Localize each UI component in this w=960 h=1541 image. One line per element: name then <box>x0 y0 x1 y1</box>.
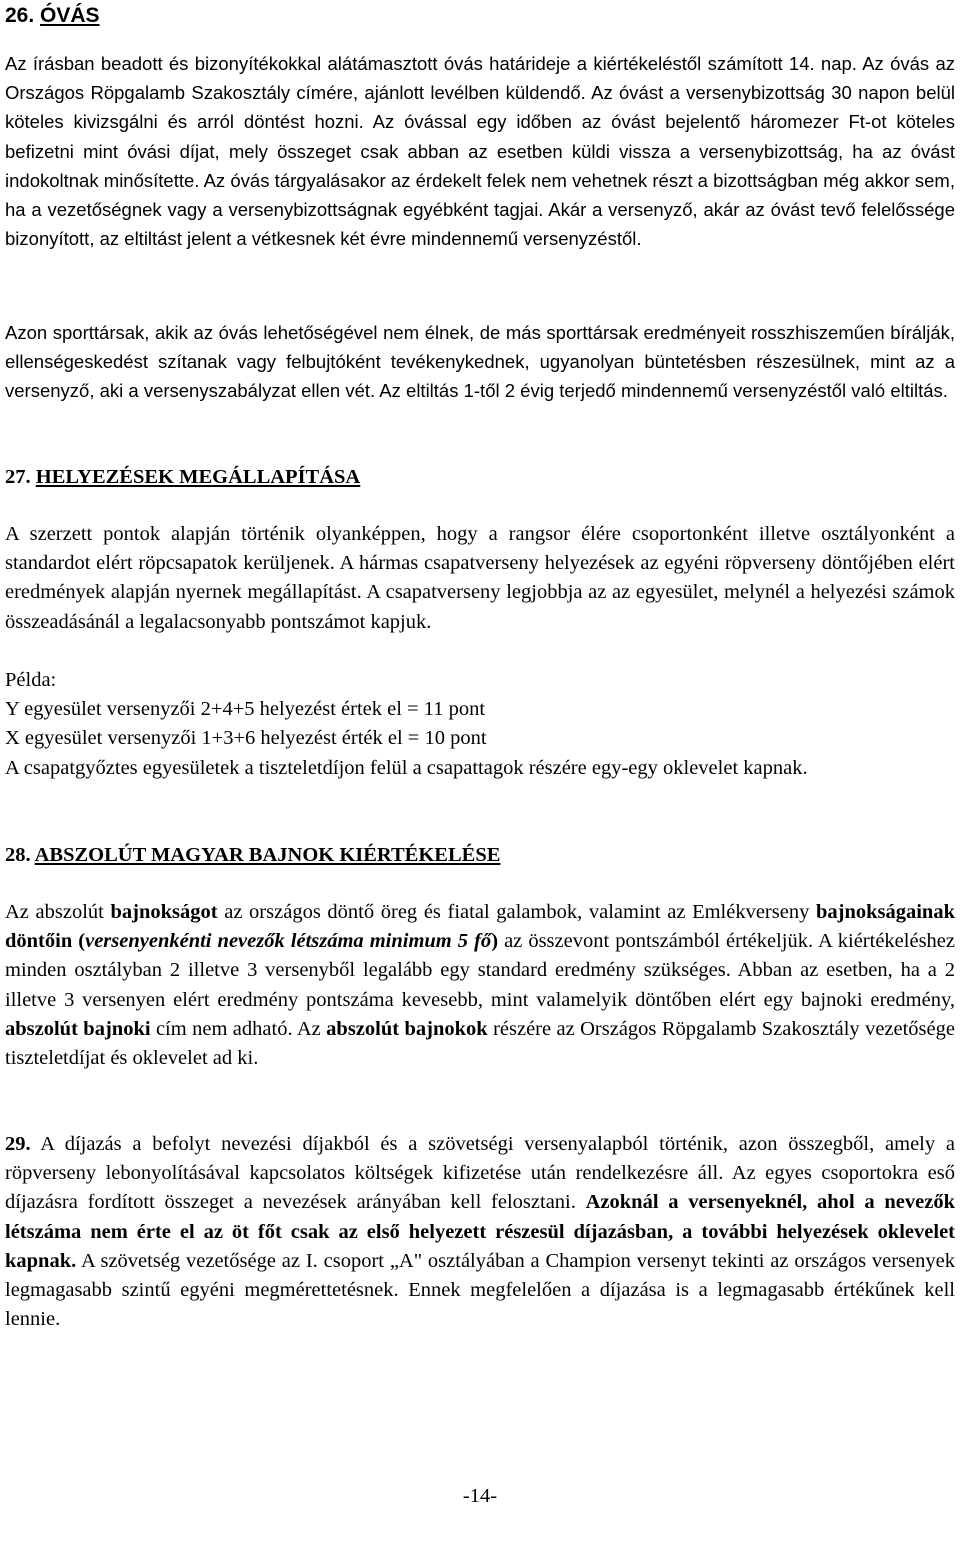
section-27-title: HELYEZÉSEK MEGÁLLAPÍTÁSA <box>35 466 361 488</box>
s28-text-4: cím nem adható. Az <box>150 1017 327 1040</box>
section-26-title: ÓVÁS <box>40 4 100 27</box>
example-label: Példa: <box>5 669 57 691</box>
s28-bold-5: abszolút bajnokok <box>326 1017 488 1040</box>
s28-bold-3: ) <box>491 930 499 953</box>
example-x-line: X egyesület versenyzői 1+3+6 helyezést érték el = 10 pont <box>5 727 487 750</box>
page-number: -14- <box>462 1485 498 1507</box>
section-29-paragraph <box>5 1130 955 1334</box>
s28-text-2: az országos döntő öreg és fiatal galambok, valamint az Emlékverseny <box>217 901 816 923</box>
section-27-paragraph-2: A csapatgyőztes egyesületek a tiszteletdíjon felül a csapattagok részére egy-egy oklevelet kapnak. <box>5 757 808 779</box>
section-28-paragraph <box>5 898 955 1073</box>
s29-bold-1: Azoknál a versenyeknél, ahol a nevezők létszáma nem érte el az öt főt csak az első helyezett részesül díjazásban, a további helyezések oklevelet kapnak. <box>5 1191 955 1272</box>
section-27-number: 27. <box>5 466 31 488</box>
section-26-heading <box>5 3 100 29</box>
section-28-title: ABSZOLÚT MAGYAR BAJNOK KIÉRTÉKELÉSE <box>34 844 501 866</box>
s28-text-5: részére az Országos Röpgalamb Szakosztály vezetősége tiszteletdíjat és oklevelet ad ki. <box>5 1017 955 1070</box>
section-29-number: 29. <box>5 1133 31 1155</box>
section-27-heading <box>5 463 360 492</box>
s28-bold-4: abszolút bajnoki <box>5 1017 151 1040</box>
section-27-example <box>5 666 955 754</box>
section-28-heading <box>5 841 500 870</box>
s28-bold-1: bajnokságot <box>110 901 218 923</box>
s29-text-1: A díjazás a befolyt nevezési díjakból és a szövetségi versenyalapból történik, azon összegből, amely a röpverseny lebonyolításával kapcsolatos költségek kifizetése után rendelkezésre áll. Az egyes csoportokra eső díjazásra fordított összeget a nevezések arányában kell felosztani. <box>5 1133 955 1214</box>
s28-text-3: az összevont pontszámból értékeljük. A kiértékeléshez minden osztályban 2 illetve 3 versenyből legalább egy standard eredmény szükséges. Abban az esetben, ha a 2 illetve 3 versenyen elért eredmény pontszáma kevesebb, mint valamelyik döntőben elért egy bajnoki eredmény, <box>5 930 955 1011</box>
s28-text-1: Az abszolút <box>5 901 111 923</box>
s28-bold-italic: versenyenkénti nevezők létszáma minimum 5 fő <box>85 930 492 953</box>
section-26-paragraph-1: Az írásban beadott és bizonyítékokkal alátámasztott óvás határideje a kiértékeléstől számított 14. nap. Az óvás az Országos Röpgalamb Szakosztály címére, ajánlott levélben küldendő. Az óvást a versenybizottság 30 napon belül köteles kivizsgálni és arról döntést hozni. Az óvással egy időben az óvást bejelentő háromezer Ft-ot köteles befizetni mint óvási díjat, mely összeget csak abban az esetben küldi vissza a versenybizottság, ha az óvást indokoltnak minősítette. Az óvás tárgyalásakor az érdekelt felek nem vehetnek részt a bizottságban még akkor sem, ha a vezetőségnek vagy a versenybizottságnak egyébként tagjai. Akár a versenyző, akár az óvást tevő felelőssége bizonyított, az eltiltást jelent a vétkesnek két évre mindennemű versenyzéstől. <box>5 53 955 250</box>
example-y-line: Y egyesület versenyzői 2+4+5 helyezést értek el = 11 pont <box>5 698 486 721</box>
section-26-number: 26. <box>5 4 35 27</box>
section-26-paragraph-2: Azon sporttársak, akik az óvás lehetőségével nem élnek, de más sporttársak eredményeit rosszhiszeműen bírálják, ellenségeskedést szítanak vagy felbujtóként tevékenykednek, ugyanolyan büntetésben részesülnek, mint az a versenyző, aki a versenyszabályzat ellen vét. Az eltiltás 1-től 2 évig terjedő mindennemű versenyzéstől való eltiltás. <box>5 322 955 402</box>
s28-bold-2: bajnokságainak döntőin ( <box>5 901 955 953</box>
s29-text-2: A szövetség vezetősége az I. csoport „A" osztályában a Champion versenyt tekinti az országos versenyek legmagasabb szintű egyéni megmérettetésnek. Ennek megfelelően a díjazása is a legmagasabb értékűnek kell lennie. <box>5 1249 955 1331</box>
section-28-number: 28. <box>5 844 31 866</box>
section-27-paragraph-1: A szerzett pontok alapján történik olyanképpen, hogy a rangsor élére csoportonként illetve osztályonként a standardot elért röpcsapatok kerüljenek. A hármas csapatverseny helyezések az egyéni röpverseny döntőjében elért eredmények alapján nyernek megállapítást. A csapatverseny legjobbja az az egyesület, melynél a helyezési számok összeadásánál a legalacsonyabb pontszámot kapjuk. <box>5 523 955 633</box>
